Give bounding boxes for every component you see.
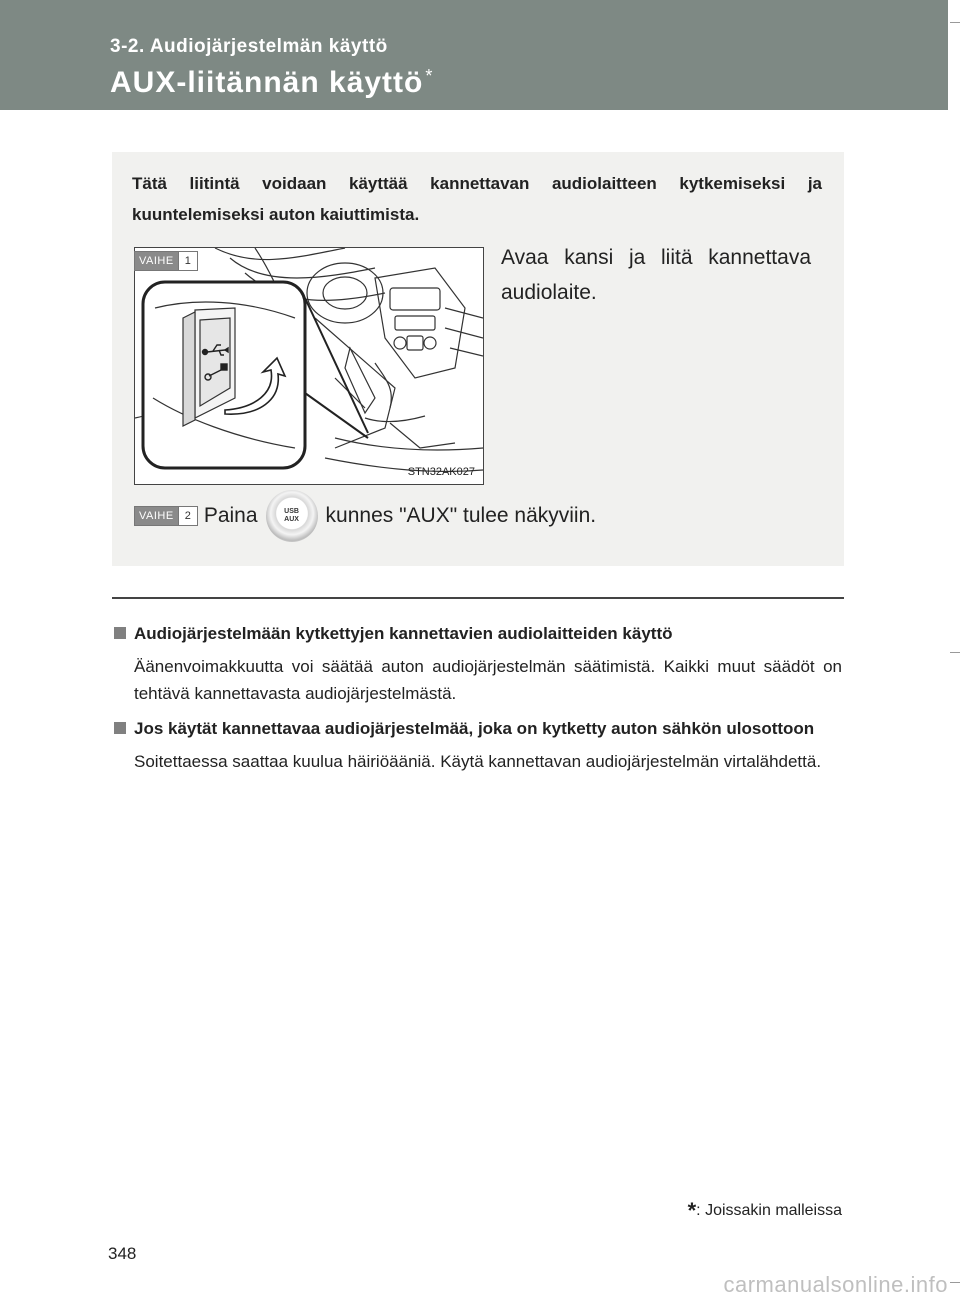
model-marker: * bbox=[425, 66, 434, 86]
page-title-text: AUX-liitännän käyttö bbox=[110, 66, 424, 99]
step-badge-number: 1 bbox=[178, 252, 197, 270]
note-heading-text: Jos käytät kannettavaa audiojärjestelmää, joka on kytketty auton sähkön ulosottoon bbox=[134, 719, 815, 738]
intro-text: Tätä liitintä voidaan käyttää kannettavan audiolaitteen kytkemiseksi ja kuuntelemiseksi auton kaiuttimista. bbox=[132, 174, 822, 224]
dashboard-drawing bbox=[135, 248, 484, 485]
page-number: 348 bbox=[108, 1244, 137, 1263]
step-badge-2 bbox=[134, 506, 198, 526]
footnote bbox=[688, 1198, 842, 1224]
step-badge-1 bbox=[134, 251, 198, 271]
section-divider bbox=[112, 597, 844, 599]
note-body: Äänenvoimakkuutta voi säätää auton audiojärjestelmän säätimistä. Kaikki muut säädöt on tehtävä kannettavasta audiojärjestelmästä. bbox=[134, 657, 842, 703]
step-badge-label: VAIHE bbox=[135, 507, 178, 525]
square-bullet-icon bbox=[114, 722, 126, 734]
usb-label: USB bbox=[284, 508, 299, 515]
step-badge-number: 2 bbox=[178, 507, 197, 525]
chapter-header bbox=[0, 0, 948, 110]
section-title: 3-2. Audiojärjestelmän käyttö bbox=[110, 36, 388, 57]
crop-mark bbox=[950, 652, 960, 653]
instruction-box bbox=[112, 152, 844, 566]
usb-aux-button-icon bbox=[266, 490, 318, 542]
step2-row bbox=[134, 490, 596, 542]
step2-text-before: Paina bbox=[203, 504, 258, 527]
watermark: carmanualsonline.info bbox=[723, 1272, 948, 1297]
asterisk-icon: * bbox=[687, 1198, 697, 1223]
aux-label: AUX bbox=[284, 516, 299, 523]
page-title bbox=[110, 66, 433, 100]
note-heading bbox=[114, 715, 842, 742]
step-badge-label: VAIHE bbox=[135, 252, 178, 270]
note-body: Soitettaessa saattaa kuulua häiriöääniä. Käytä kannettavan audiojärjestelmän virtalähdettä. bbox=[134, 752, 822, 771]
usb-aux-button-label bbox=[284, 508, 299, 524]
step1-text: Avaa kansi ja liitä kannettava audiolaite. bbox=[501, 246, 811, 304]
notes-section bbox=[114, 620, 842, 783]
step2-text-after: kunnes "AUX" tulee näkyviin. bbox=[325, 504, 597, 527]
crop-mark bbox=[950, 22, 960, 23]
note-heading-text: Audiojärjestelmään kytkettyjen kannettavien audiolaitteiden käyttö bbox=[134, 624, 673, 643]
footnote-text: : Joissakin malleissa bbox=[696, 1202, 842, 1219]
note-heading bbox=[114, 620, 842, 647]
square-bullet-icon bbox=[114, 627, 126, 639]
crop-mark bbox=[950, 1282, 960, 1283]
aux-illustration bbox=[134, 247, 484, 485]
image-code: STN32AK027 bbox=[407, 466, 475, 478]
